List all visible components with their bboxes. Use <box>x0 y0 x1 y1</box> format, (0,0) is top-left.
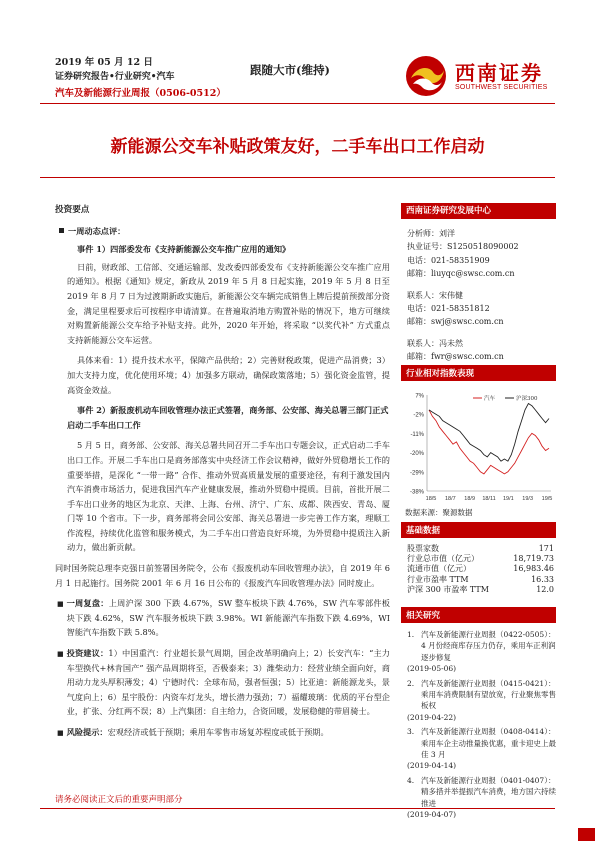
x-tick-label: 18/11 <box>482 496 496 502</box>
corner-band <box>578 828 595 841</box>
related-item[interactable] <box>401 678 556 712</box>
square-bullet-icon <box>59 228 64 233</box>
x-tick-label: 18/9 <box>464 496 476 502</box>
related-title[interactable]: 汽车及新能源行业周报（0408-0414）：乘用车企主动推量换优惠，重卡迎史上最佳 3 月 <box>421 727 556 760</box>
analyst-email[interactable]: 邮箱：fwr@swsc.com.cn <box>407 352 504 362</box>
x-tick-label: 19/1 <box>502 496 514 502</box>
y-tick-label: -38% <box>409 489 424 496</box>
base-value: 18,719.73 <box>513 554 554 564</box>
footer-disclaimer[interactable]: 请务必阅读正文后的重要声明部分 <box>55 795 183 805</box>
series-line-hs300 <box>429 404 549 462</box>
base-key: 股票家数 <box>407 544 439 553</box>
x-tick-label: 19/5 <box>541 496 553 502</box>
related-index: 4. <box>407 775 415 785</box>
related-item[interactable] <box>401 775 556 809</box>
related-item[interactable] <box>401 726 556 760</box>
report-date: 2019 年 05 月 12 日 <box>55 57 153 68</box>
base-key: 沪深 300 市盈率 TTM <box>407 584 489 594</box>
related-date: (2019-04-22) <box>407 712 457 722</box>
related-date: (2019-04-07) <box>407 810 457 820</box>
main-content <box>55 203 390 747</box>
section-title: 投资要点 <box>55 205 90 215</box>
event-1 <box>67 242 390 555</box>
x-tick-label: 18/7 <box>444 496 456 502</box>
base-value: 171 <box>538 544 554 553</box>
related-title[interactable]: 汽车及新能源行业周报（0422-0505）：4 月份经商库存压力仍存，乘用车正利润逐步修复 <box>421 630 556 662</box>
chart-header: 行业相对指数表现 <box>401 365 556 381</box>
base-value: 16.33 <box>531 574 554 584</box>
base-row <box>401 575 556 585</box>
market-label: 一周复盘： <box>66 598 109 609</box>
related-research-box <box>401 607 556 821</box>
base-key: 行业市盈率 TTM <box>407 574 469 584</box>
base-header: 基础数据 <box>401 522 556 538</box>
logo-text-en: SOUTHWEST SECURITIES <box>455 84 548 91</box>
risk-warning <box>57 725 390 741</box>
related-title[interactable]: 汽车及新能源行业周报（0415-0421）：乘用车消费限制有望放宽，行业聚焦零售板权 <box>421 678 556 711</box>
related-index: 2. <box>407 678 415 688</box>
related-index: 3. <box>407 727 415 737</box>
company-logo-icon <box>404 54 448 98</box>
weekly-title: 汽车及新能源行业周报（0506-0512） <box>55 88 226 99</box>
investment-advice <box>57 646 390 719</box>
related-index: 1. <box>407 630 415 639</box>
event-1-head: 事件 1）四部委发布《支持新能源公交车推广应用的通知》 <box>77 244 291 255</box>
related-date: (2019-05-06) <box>407 664 457 674</box>
y-tick-label: -29% <box>409 470 424 477</box>
square-bullet-icon: ■ <box>57 650 64 659</box>
analyst-header: 西南证券研究发展中心 <box>401 203 556 219</box>
report-type: 证券研究报告•行业研究•汽车 <box>55 72 175 82</box>
advice-label: 投资建议： <box>66 648 109 659</box>
dynamics-heading <box>59 224 390 239</box>
related-title[interactable]: 汽车及新能源行业周报（0401-0407）：精多措并举提振汽车消费，地方国六持续推进 <box>421 775 556 808</box>
chart-source: 数据来源：聚源数据 <box>405 508 473 517</box>
risk-text: 宏观经济或低于预期；乘用车零售市场复苏程度或低于预期。 <box>107 727 329 737</box>
series-line-auto <box>429 410 549 474</box>
square-bullet-icon: ■ <box>57 600 64 609</box>
base-value: 12.0 <box>536 584 554 594</box>
related-date: (2019-04-14) <box>407 761 457 771</box>
related-item[interactable] <box>401 629 556 663</box>
analyst-line: 联系人：宋伟健 <box>407 290 463 300</box>
related-header: 相关研究 <box>401 607 556 623</box>
base-row <box>401 554 556 564</box>
y-tick-label: 7% <box>415 393 424 400</box>
y-tick-label: -2% <box>413 412 424 419</box>
event-2-head: 事件 2）新报废机动车回收管理办法正式签署，商务部、公安部、海关总署三部门正式启动二手车出口工作 <box>67 405 389 430</box>
analyst-line: 执业证号：S1250518090002 <box>407 242 519 252</box>
analyst-email[interactable]: 邮箱：liuyqc@swsc.com.cn <box>407 269 515 279</box>
event-2-para-1: 5 月 5 日，商务部、公安部、海关总署共同召开二手车出口专题会议，正式启动二手车出口工作。开展二手车出口是商务部落实中央经济工作会议精神，做好外贸稳增长工作的重要举措，是深化 “一带一路” 合作、推动外贸高质量发展的重要途径，有利于激发国内汽车消费市场活力，促进我国汽车产业健康发展，推动外贸稳中提质。目前，首批开展二手车出口业务的地区为北京、天津、上海、台州、济宁、广东、成都、陕西安、青岛、厦门等 10 个省市。下一步，商务部将会同公安部、海关总署进一步完善工作方案，理顺工作流程，持续优化监管和服务模式，为二手车出口营造良好环境，为外贸稳中提质注入新动力，做出新贡献。 <box>67 440 390 553</box>
report-title: 新能源公交车补贴政策友好，二手车出口工作启动 <box>110 137 485 157</box>
footer-divider <box>40 808 555 809</box>
base-data-box <box>401 522 556 595</box>
event-2-para-2: 同时国务院总理李克强日前签署国务院令，公布《报废机动车回收管理办法》，自 2019 年 6 月 1 日起施行。国务院 2001 年 6 月 16 日公布的《报废汽车回收管理办法》同时废止。 <box>55 563 390 588</box>
y-tick-label: -20% <box>409 451 424 458</box>
event-1-para-1: 日前，财政部、工信部、交通运输部、发改委四部委发布《支持新能源公交车推广应用的通知》。根据《通知》规定，新政从 2019 年 5 月 8 日起实施，2019 年 5 月 8 日至 2019 年 8 月 7 日为过渡期新政实施后，新能源公交车辆完成销售上牌后提前预拨部分资金，满足里程要求后可按程序申请清算。在普遍取消地方购置补贴的情况下，地方可继续对购置新能源公交车给予补贴支持。此外，2020 年开始，将采取 “以奖代补” 方式重点支持新能源公交车运营。 <box>67 261 390 345</box>
analyst-line: 电话：021-58351812 <box>407 304 490 314</box>
legend-label: 汽车 <box>484 396 496 402</box>
base-key: 行业总市值（亿元） <box>407 554 479 564</box>
chart-box <box>401 365 556 518</box>
rating: 跟随大市(维持) <box>250 63 330 77</box>
square-bullet-icon: ■ <box>57 729 64 737</box>
analyst-line: 电话：021-58351909 <box>407 255 490 265</box>
base-key: 流通市值（亿元） <box>407 564 471 574</box>
risk-label: 风险提示： <box>66 727 108 737</box>
dynamics-label: 一周动态点评： <box>68 225 126 236</box>
event-1-para-2: 具体来看：1）提升技术水平，保障产品供给；2）完善财税政策，促进产品消费；3）加大支持力度，优化使用环境；4）加强多方联动，确保政策落地；5）强化资金监管，提高资金效益。 <box>67 355 390 395</box>
analyst-box <box>401 203 556 364</box>
market-text: 上周沪深 300 下跌 4.67%，SW 整车板块下跌 4.76%，SW 汽车零部件板块下跌 4.62%，SW 汽车服务板块下跌 3.98%。WI 新能源汽车指数下跌 4.69%，WI 智能汽车指数下跌 5.8%。 <box>66 598 390 638</box>
base-row <box>401 585 556 595</box>
header-divider <box>40 103 555 104</box>
advice-text: 1）中国重汽：行业超长景气周期，国企改革明确向上；2）长安汽车：“主力车型换代+林肯国产” 强产品周期将至，否极泰来；3）潍柴动力：经营业绩全面向好，商用动力龙头厚积薄发；4）宁德时代：全球布局，强者恒强；5）比亚迪：新能源龙头，景气度向上；6）星宇股份：内资车灯龙头，增长潜力强劲；7）福耀玻璃：优质的平台型企业，扩张、分红两不误；8）上汽集团：自主给力，合资回暖，发展稳健的带眉骑士。 <box>66 648 390 717</box>
y-tick-label: -11% <box>410 431 424 438</box>
base-value: 16,983.46 <box>513 564 554 574</box>
logo-text-cn: 西南证券 <box>455 61 543 85</box>
title-divider <box>40 177 555 178</box>
analyst-line: 分析师：刘洋 <box>407 229 455 238</box>
base-row <box>401 544 556 554</box>
analyst-line: 联系人：冯未然 <box>407 338 463 348</box>
base-row <box>401 564 556 574</box>
market-review <box>57 596 390 640</box>
x-tick-label: 19/3 <box>522 496 534 502</box>
x-tick-label: 18/5 <box>425 496 437 502</box>
analyst-email[interactable]: 邮箱：swj@swsc.com.cn <box>407 317 504 327</box>
relative-index-chart <box>401 387 556 505</box>
legend-label: 沪深300 <box>516 396 538 402</box>
